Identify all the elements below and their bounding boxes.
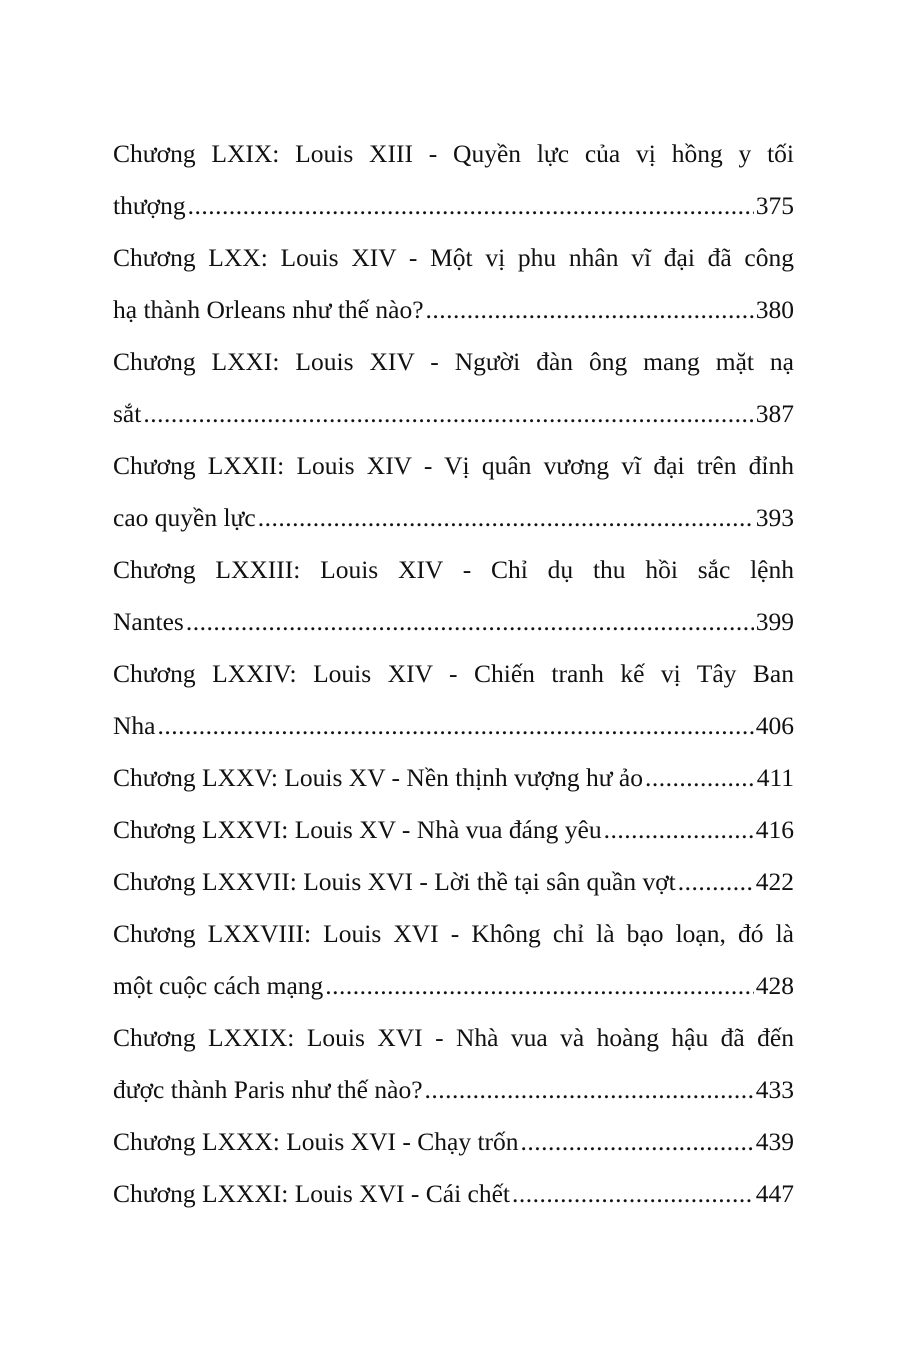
dot-leader xyxy=(186,596,754,648)
toc-entry-leader-line xyxy=(113,752,794,804)
toc-entry-title: Chương LXXII: Louis XIV - Vị quân vương vĩ đại trên đỉnh xyxy=(113,451,794,480)
toc-entry-leader-line xyxy=(113,1064,794,1116)
toc-entry-title: Chương LXX: Louis XIV - Một vị phu nhân vĩ đại đã công xyxy=(113,243,794,272)
toc-entry-title: Chương LXIX: Louis XIII - Quyền lực của vị hồng y tối xyxy=(113,139,794,168)
toc-entry-title: Chương LXXVI: Louis XV - Nhà vua đáng yêu xyxy=(113,815,602,844)
toc-entry-title-cont: được thành Paris như thế nào? xyxy=(113,1075,423,1104)
toc-entry-leader-line xyxy=(113,700,794,752)
toc-page-number: 439 xyxy=(755,1127,794,1156)
toc-entry-title: Chương LXXVII: Louis XVI - Lời thề tại sân quần vợt xyxy=(113,867,676,896)
toc-entry-title: Chương LXXIII: Louis XIV - Chỉ dụ thu hồi sắc lệnh xyxy=(113,555,794,584)
toc-page-number: 399 xyxy=(755,607,794,636)
dot-leader xyxy=(143,388,753,440)
toc-entry-title-cont: Nantes xyxy=(113,607,184,636)
toc-entry-title-cont: cao quyền lực xyxy=(113,503,256,532)
dot-leader xyxy=(425,1064,754,1116)
toc-entry-leader-line xyxy=(113,180,794,232)
toc-entry-leader-line xyxy=(113,388,794,440)
toc-entry-leader-line xyxy=(113,596,794,648)
toc-entry-title-cont: sắt xyxy=(113,399,142,428)
dot-leader xyxy=(512,1168,754,1220)
toc-page-number: 416 xyxy=(755,815,794,844)
toc-entry-title-cont: hạ thành Orleans như thế nào? xyxy=(113,295,424,324)
toc-entry-title: Chương LXXI: Louis XIV - Người đàn ông mang mặt nạ xyxy=(113,347,794,376)
toc-entry-leader-line xyxy=(113,1116,794,1168)
toc-page-number: 433 xyxy=(755,1075,794,1104)
dot-leader xyxy=(188,180,754,232)
toc-page-number: 406 xyxy=(755,711,794,740)
toc-page-number: 387 xyxy=(755,399,794,428)
toc-page-number: 380 xyxy=(755,295,794,324)
toc-page-number: 411 xyxy=(756,763,794,792)
dot-leader xyxy=(604,804,754,856)
dot-leader xyxy=(325,960,753,1012)
toc-page-number: 447 xyxy=(755,1179,794,1208)
toc-entry-title: Chương LXXIX: Louis XVI - Nhà vua và hoàng hậu đã đến xyxy=(113,1023,794,1052)
toc-entry-title-cont: một cuộc cách mạng xyxy=(113,971,324,1000)
toc-page-number: 422 xyxy=(755,867,794,896)
toc-page-number: 428 xyxy=(755,971,794,1000)
toc-entry-title: Chương LXXVIII: Louis XVI - Không chỉ là bạo loạn, đó là xyxy=(113,919,794,948)
toc-entry-title-cont: Nha xyxy=(113,711,156,740)
toc-entry-leader-line xyxy=(113,804,794,856)
toc-page-number: 393 xyxy=(755,503,794,532)
toc-entry-leader-line xyxy=(113,1168,794,1220)
dot-leader xyxy=(521,1116,754,1168)
dot-leader xyxy=(157,700,753,752)
toc-entry-title: Chương LXXXI: Louis XVI - Cái chết xyxy=(113,1179,510,1208)
dot-leader xyxy=(678,856,754,908)
toc-entry-leader-line xyxy=(113,284,794,336)
table-of-contents xyxy=(113,128,794,1220)
dot-leader xyxy=(645,752,755,804)
toc-entry-title: Chương LXXV: Louis XV - Nền thịnh vượng hư ảo xyxy=(113,763,643,792)
dot-leader xyxy=(258,492,754,544)
toc-entry-title-cont: thượng xyxy=(113,191,186,220)
toc-page-number: 375 xyxy=(755,191,794,220)
toc-entry-title: Chương LXXIV: Louis XIV - Chiến tranh kế vị Tây Ban xyxy=(113,659,794,688)
toc-entry-leader-line xyxy=(113,960,794,1012)
dot-leader xyxy=(426,284,754,336)
toc-entry-title: Chương LXXX: Louis XVI - Chạy trốn xyxy=(113,1127,519,1156)
toc-entry-leader-line xyxy=(113,492,794,544)
toc-entry-leader-line xyxy=(113,856,794,908)
